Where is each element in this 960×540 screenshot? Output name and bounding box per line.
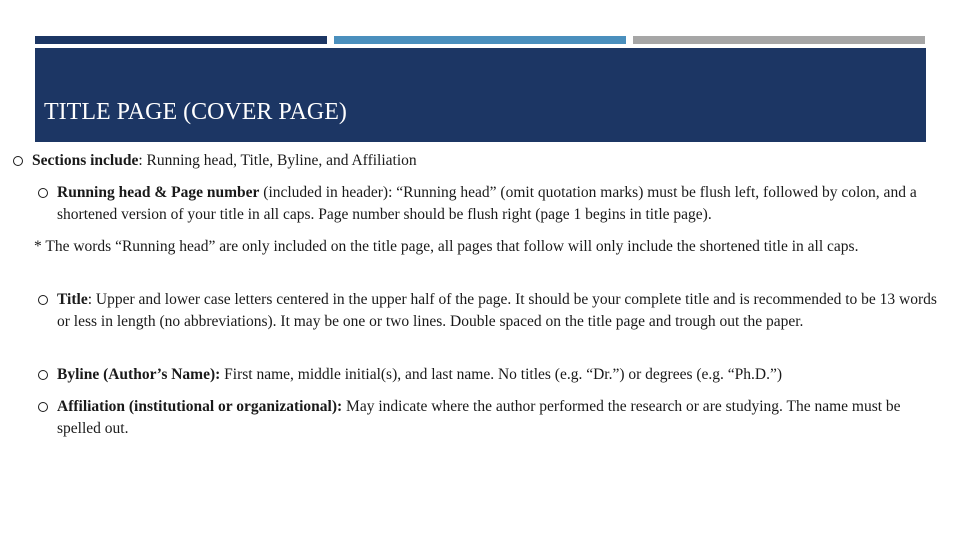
slide-title: TITLE PAGE (COVER PAGE) [44,99,347,125]
accent-bar-dark [35,36,327,44]
circle-bullet-icon [13,156,23,166]
bullet-lead: Affiliation (institutional or organizational): [57,398,343,415]
bullet-text [57,364,947,386]
bullet-body: (included in header): “Running head” (omit quotation marks) must be flush left, followed by colon, and a shortened version of your title in all caps. Page number should be flush right (page 1 begins in title page). [57,184,917,223]
bullet-lead: Running head & Page number [57,184,260,201]
bullet-lead: Byline (Author’s Name): [57,366,221,383]
title-band [35,48,926,142]
bullet-body: First name, middle initial(s), and last name. No titles (e.g. “Dr.”) or degrees (e.g. “Ph.D.”) [220,366,783,383]
bullet-text [57,289,947,333]
accent-bar-gray [633,36,925,44]
bullet-body: : Running head, Title, Byline, and Affiliation [138,152,417,169]
bullet-body: May indicate where the author performed the research or are studying. The name must be spelled out. [57,398,901,437]
circle-bullet-icon [38,188,48,198]
bullet-lead: Sections include [32,152,139,169]
bullet-text [57,182,947,226]
circle-bullet-icon [38,402,48,412]
bullet-text [32,150,942,172]
bullet-text [57,396,947,440]
bullet-body: : Upper and lower case letters centered in the upper half of the page. It should be your complete title and is recommended to be 13 words or less in length (no abbreviations). It may be one or two lines. Double spaced on the title page and trough out the paper. [57,291,937,330]
circle-bullet-icon [38,370,48,380]
bullet-lead: Title [57,291,88,308]
accent-bar-blue [334,36,626,44]
running-head-note: * The words “Running head” are only included on the title page, all pages that follow will only include the shortened title in all caps. [34,238,859,255]
circle-bullet-icon [38,295,48,305]
